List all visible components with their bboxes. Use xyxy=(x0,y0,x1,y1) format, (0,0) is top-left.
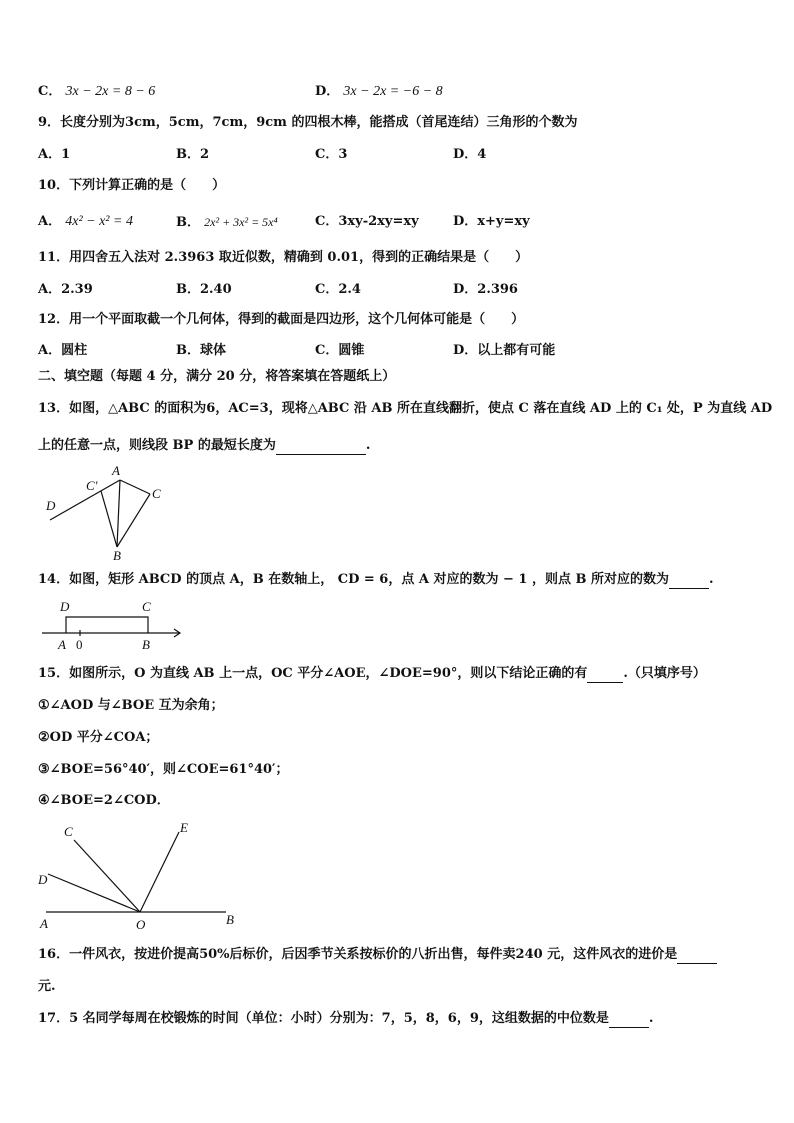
label-c: C xyxy=(152,486,161,501)
label-b: B xyxy=(142,637,150,652)
segment-ac xyxy=(120,480,150,494)
question-number: 12． xyxy=(38,312,70,327)
question-10 xyxy=(38,177,225,195)
answer-blank[interactable] xyxy=(587,668,623,683)
question-number: 13． xyxy=(38,401,70,416)
q12-option-c: C．圆锥 xyxy=(315,343,365,358)
q9-option-b: B．2 xyxy=(176,147,210,162)
equation: 3x − 2x = −6 − 8 xyxy=(343,84,443,99)
label-c: C xyxy=(64,824,73,839)
q12-option-d: D．以上都有可能 xyxy=(453,343,556,358)
question-text: 下列计算正确的是（ ） xyxy=(69,178,226,193)
rectangle-abcd xyxy=(66,617,148,633)
period: . xyxy=(648,1011,654,1026)
q8-option-d xyxy=(315,83,443,101)
question-16-line2: 元. xyxy=(38,979,56,994)
period: . xyxy=(365,438,371,453)
equation: 3xy-2xy=xy xyxy=(338,214,419,229)
question-number: 17． xyxy=(38,1011,70,1026)
question-13-line2 xyxy=(38,437,370,455)
label-a: A xyxy=(40,916,48,931)
question-number: 16． xyxy=(38,947,70,962)
number-line-figure xyxy=(38,597,188,652)
label-a: A xyxy=(58,637,66,652)
question-number: 11． xyxy=(38,250,70,265)
triangle-figure xyxy=(38,462,178,562)
question-text: 一件风衣，按进价提高50%后标价，后因季节关系按标价的八折出售，每件卖240 元，这件风衣的进价是 xyxy=(69,947,678,962)
q10-option-c xyxy=(315,213,419,231)
answer-blank[interactable] xyxy=(677,949,717,964)
option-label: D． xyxy=(315,84,340,99)
ray-oc xyxy=(74,840,140,912)
question-number: 14． xyxy=(38,572,70,587)
question-text: 如图，矩形 ABCD 的顶点 A，B 在数轴上， CD = 6，点 A 对应的数为 − 1 ，则点 B 所对应的数为 xyxy=(69,572,670,587)
label-d: D xyxy=(60,599,70,614)
label-o: O xyxy=(136,917,146,932)
question-number: 10． xyxy=(38,178,70,193)
question-15 xyxy=(38,665,706,683)
segment-cb xyxy=(117,494,150,547)
question-text: 如图所示，O 为直线 AB 上一点，OC 平分∠AOE，∠DOE=90°，则以下结论正确的有 xyxy=(69,666,588,681)
section-heading: 二、填空题（每题 4 分，满分 20 分，将答案填在答题纸上） xyxy=(38,369,396,384)
q15-statement-2: ②OD 平分∠COA； xyxy=(38,730,159,745)
option-label: B． xyxy=(176,215,200,230)
question-number: 9． xyxy=(38,115,61,130)
q11-option-d: D．2.396 xyxy=(453,282,518,297)
question-text: 用一个平面取截一个几何体，得到的截面是四边形，这个几何体可能是（ ） xyxy=(69,312,525,327)
q11-option-c: C．2.4 xyxy=(315,282,361,297)
equation: 3x − 2x = 8 − 6 xyxy=(65,84,156,99)
question-14 xyxy=(38,571,714,589)
option-label: C． xyxy=(315,214,339,229)
answer-blank[interactable] xyxy=(669,574,709,589)
label-c: C xyxy=(142,599,151,614)
q12-option-a: A．圆柱 xyxy=(38,343,88,358)
answer-blank[interactable] xyxy=(276,440,366,455)
period: . xyxy=(709,572,714,587)
question-number: 15． xyxy=(38,666,70,681)
q10-option-d xyxy=(453,213,530,231)
q15-statement-1: ①∠AOD 与∠BOE 互为余角； xyxy=(38,698,224,713)
q15-statement-3: ③∠BOE=56°40′，则∠COE=61°40′； xyxy=(38,762,289,777)
label-b: B xyxy=(113,548,121,562)
question-text: 5 名同学每周在校锻炼的时间（单位：小时）分别为：7，5，8，6，9，这组数据的中位数是 xyxy=(69,1011,609,1026)
question-text-line2: 上的任意一点，则线段 BP 的最短长度为 xyxy=(38,438,276,453)
q15-statement-4: ④∠BOE=2∠COD． xyxy=(38,793,170,808)
option-label: D． xyxy=(453,214,478,229)
q11-option-b: B．2.40 xyxy=(176,282,232,297)
option-label: C． xyxy=(38,84,62,99)
equation: 2x² + 3x² = 5x⁴ xyxy=(204,215,278,229)
label-e: E xyxy=(180,820,188,835)
question-text: 长度分别为3cm，5cm，7cm，9cm 的四根木棒，能搭成（首尾连结）三角形的个数为 xyxy=(60,115,578,130)
question-17 xyxy=(38,1010,653,1028)
equation: x+y=xy xyxy=(477,214,530,229)
label-d: D xyxy=(46,498,56,513)
angle-figure xyxy=(36,818,246,933)
label-zero: 0 xyxy=(76,637,83,652)
label-d: D xyxy=(38,872,48,887)
option-label: A． xyxy=(38,214,62,229)
question-16 xyxy=(38,946,717,964)
q11-option-a: A．2.39 xyxy=(38,282,93,297)
ray-od xyxy=(48,874,140,912)
q10-option-a xyxy=(38,213,133,231)
question-12 xyxy=(38,311,524,329)
q9-option-a: A．1 xyxy=(38,147,71,162)
q8-option-c xyxy=(38,83,155,101)
question-9 xyxy=(38,114,577,132)
q9-option-d: D．4 xyxy=(453,147,487,162)
q10-option-b xyxy=(176,213,278,232)
q9-option-c: C．3 xyxy=(315,147,348,162)
question-13 xyxy=(38,400,772,418)
segment-c1b xyxy=(101,491,117,547)
question-text-line1: 如图，△ABC 的面积为6，AC=3，现将△ABC 沿 AB 所在直线翻折，使点 C 落在直线 AD 上的 C₁ 处，P 为直线 AD xyxy=(69,401,773,416)
question-text: 用四舍五入法对 2.3963 取近似数，精确到 0.01，得到的正确结果是（ ） xyxy=(69,250,529,265)
line-ad xyxy=(50,480,120,520)
q12-option-b: B．球体 xyxy=(176,343,226,358)
question-11 xyxy=(38,249,528,267)
equation: 4x² − x² = 4 xyxy=(65,214,133,229)
answer-blank[interactable] xyxy=(609,1013,649,1028)
label-b: B xyxy=(226,912,234,927)
segment-ab xyxy=(117,480,120,547)
ray-oe xyxy=(140,832,179,912)
question-suffix: .（只填序号） xyxy=(623,666,706,681)
label-c1: C′ xyxy=(86,478,98,493)
label-a: A xyxy=(112,463,120,478)
